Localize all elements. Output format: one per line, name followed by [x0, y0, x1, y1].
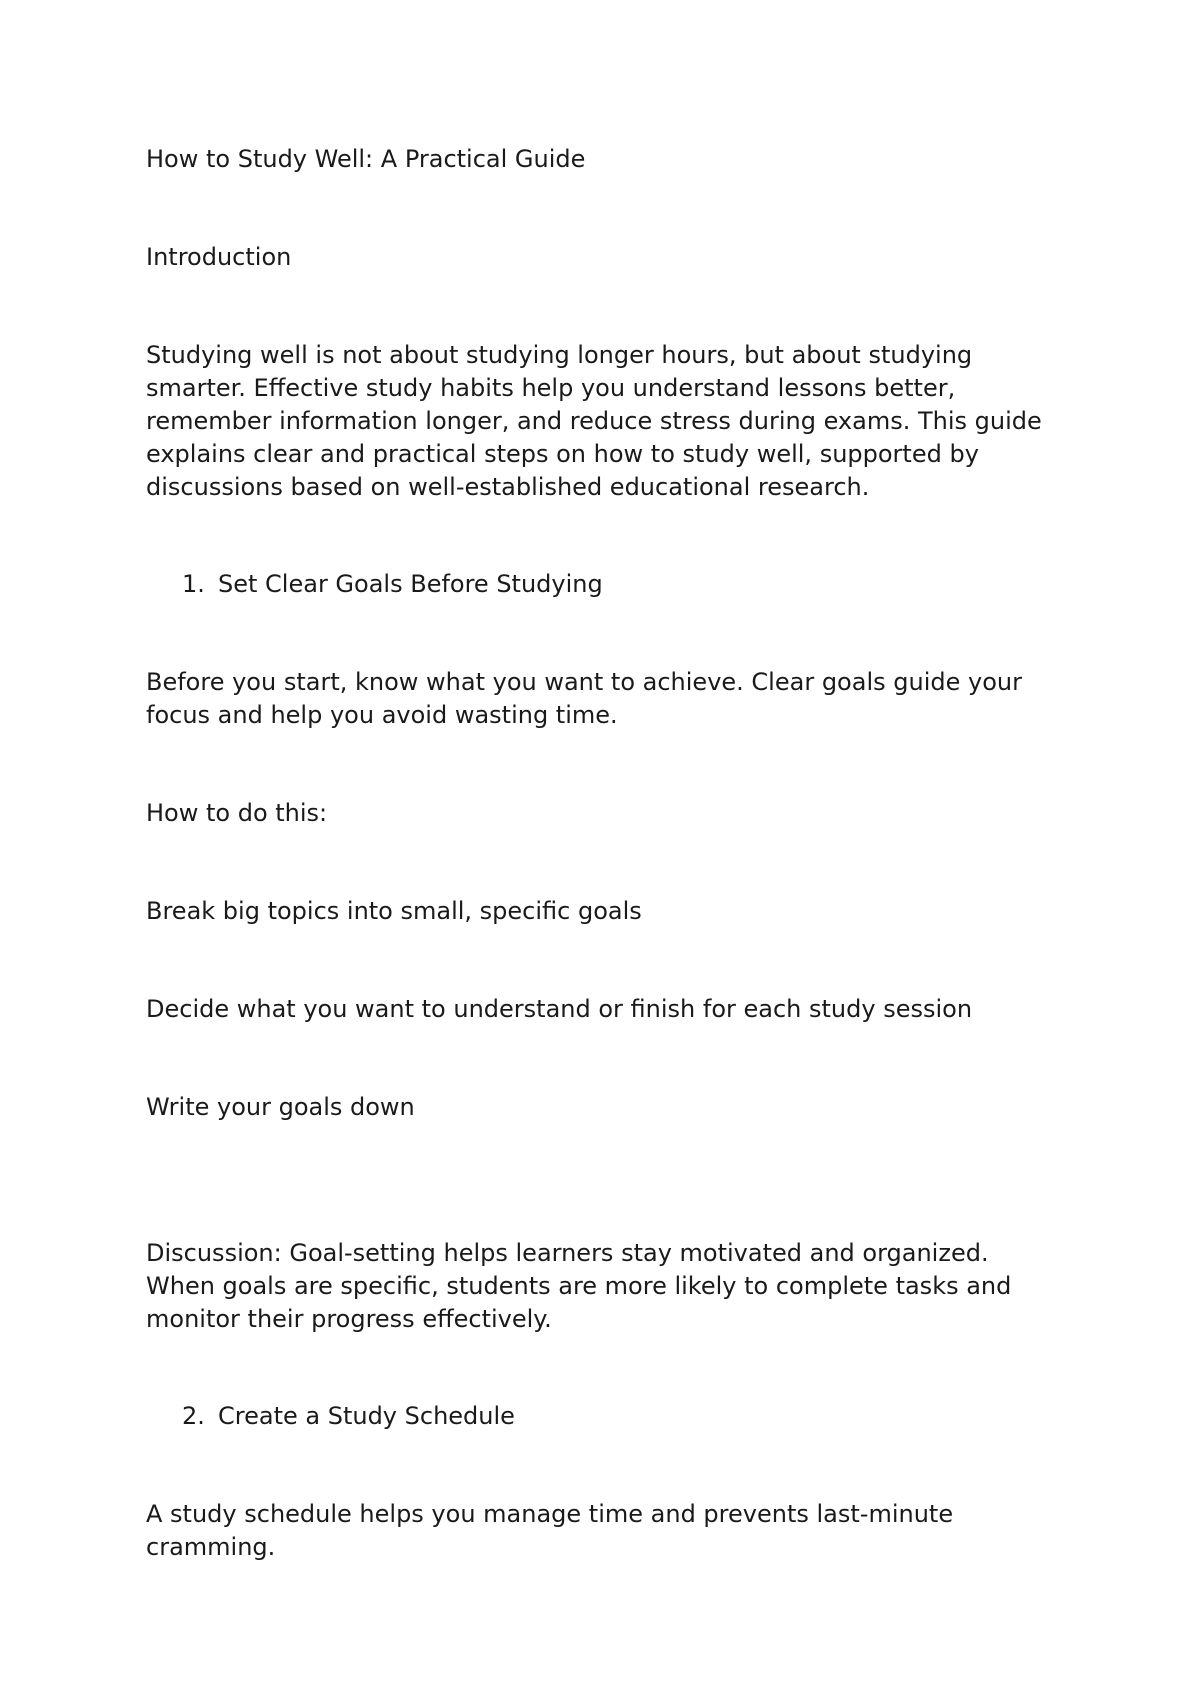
intro-paragraph: [146, 339, 1086, 504]
intro-line: smarter. Effective study habits help you understand lessons better,: [146, 374, 956, 402]
intro-line: explains clear and practical steps on how to study well, supported by: [146, 440, 979, 468]
intro-heading: Introduction: [146, 243, 292, 271]
section-2-body-line: A study schedule helps you manage time and prevents last-minute: [146, 1500, 954, 1528]
section-1-number: 1.: [182, 570, 205, 598]
discussion-line: When goals are specific, students are more likely to complete tasks and: [146, 1272, 1012, 1300]
section-1-body-line: focus and help you avoid wasting time.: [146, 701, 618, 729]
intro-line: Studying well is not about studying longer hours, but about studying: [146, 341, 973, 369]
how-to-label: How to do this:: [146, 799, 328, 827]
section-2-body: [146, 1498, 1086, 1564]
intro-line: discussions based on well-established educational research.: [146, 473, 870, 501]
step-item: Decide what you want to understand or finish for each study session: [146, 995, 973, 1023]
section-1-body-line: Before you start, know what you want to achieve. Clear goals guide your: [146, 668, 1022, 696]
section-1-heading-text: Set Clear Goals Before Studying: [218, 570, 603, 598]
intro-line: remember information longer, and reduce stress during exams. This guide: [146, 407, 1042, 435]
step-item: Break big topics into small, specific goals: [146, 897, 642, 925]
section-2-heading-text: Create a Study Schedule: [218, 1402, 515, 1430]
section-1-heading: [182, 568, 603, 601]
section-2-heading: [182, 1400, 515, 1433]
discussion-line: Discussion: Goal-setting helps learners stay motivated and organized.: [146, 1239, 989, 1267]
section-1-body: [146, 666, 1086, 732]
section-2-number: 2.: [182, 1402, 205, 1430]
section-2-body-line: cramming.: [146, 1533, 276, 1561]
discussion-line: monitor their progress effectively.: [146, 1305, 552, 1333]
step-item: Write your goals down: [146, 1093, 415, 1121]
document-title: How to Study Well: A Practical Guide: [146, 145, 586, 173]
section-1-discussion: [146, 1237, 1086, 1336]
